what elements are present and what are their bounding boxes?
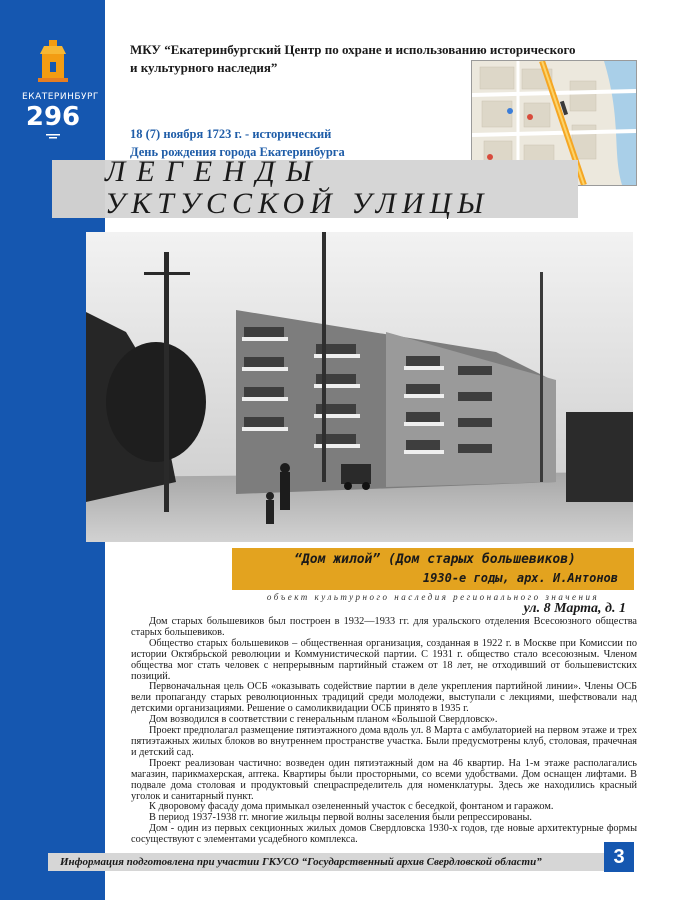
page-title-line-2: УКТУССКОЙ УЛИЦЫ bbox=[105, 187, 490, 220]
article-paragraph: К дворовому фасаду дома примыкал озелененный участок с беседкой, фонтаном и гаражом. bbox=[149, 801, 554, 813]
organization-line-2: и культурного наследия” bbox=[130, 60, 278, 75]
article-paragraph: Проект предполагал размещение пятиэтажного дома вдоль ул. 8 Марта с амбулаторией на первом этаже и трех пятиэтажных жилых блоков во внутреннем пространстве участка. Были предусмотрены клуб, столовая, прачечная и детский сад. bbox=[131, 725, 637, 758]
heritage-status: объект культурного наследия регионального значения bbox=[266, 592, 600, 602]
logo-underline-marks bbox=[46, 134, 60, 140]
organization-line-1: МКУ “Екатеринбургский Центр по охране и использованию исторического bbox=[130, 42, 576, 57]
photo-graphic bbox=[86, 232, 633, 542]
article-body bbox=[131, 617, 637, 846]
logo-city-name: ЕКАТЕРИНБУРГ bbox=[22, 92, 99, 102]
date-line-1: 18 (7) ноября 1723 г. - исторический bbox=[130, 127, 332, 141]
page-title-line-1: ЛЕГЕНДЫ bbox=[105, 155, 323, 188]
footer-credit: Информация подготовлена при участии ГКУСО “Государственный архив Свердловской области” bbox=[60, 856, 542, 868]
title-band-stub bbox=[52, 160, 105, 218]
article-paragraph: Проект реализован частично: возведен один пятиэтажный дом на 46 квартир. На 1-м этаже располагались магазин, парикмахерская, аптека. Квартиры были просторными, со всеми удобствами. Дом оснащен лифтами. В подвале дома столовая и продуктовый спецраспределитель для номенклатуры. Здесь же находились красный уголок и санитарный пункт. bbox=[131, 757, 637, 802]
article-paragraph: Первоначальная цель ОСБ «оказывать содействие партии в деле укрепления партийной линии». Члены ОСБ вели пропаганду старых революционных традиций среди молодежи, выступали с лекциями, шефствовали над детскими организациями. Решение о самоликвидации ОСБ принято в 1935 г. bbox=[131, 681, 637, 715]
article-paragraph: Дом - один из первых секционных жилых домов Свердловска 1930-х годов, где новые архитектурные формы сосуществуют с элементами усадебного комплекса. bbox=[131, 823, 637, 846]
date-line-2: День рождения города Екатеринбурга bbox=[130, 145, 345, 159]
article-paragraph: Дом старых большевиков был построен в 1932—1933 гг. для уральского отделения Всесоюзного общества старых большевиков. bbox=[131, 616, 637, 638]
building-address: ул. 8 Марта, д. 1 bbox=[523, 601, 626, 616]
building-date-architect: 1930-е годы, арх. И.Антонов bbox=[422, 571, 618, 585]
page-number: 3 bbox=[604, 842, 634, 872]
building-name: “Дом жилой” (Дом старых большевиков) bbox=[294, 552, 576, 567]
article-paragraph: В период 1937-1938 гг. многие жильцы первой волны заселения были репрессированы. bbox=[149, 812, 532, 824]
article-paragraph: Общество старых большевиков – общественная организация, созданная в 1922 г. в Москве при Комиссии по истории Октябрьской революции и Коммунистической партии. С 1931 г. общество стало всесоюзным. Членом общества мог стать человек с непрерывным партийный стажем от 18 лет, не отходивший от большевистских позиций. bbox=[131, 637, 637, 682]
logo-anniversary-number: 296 bbox=[25, 102, 81, 132]
archival-street-photo bbox=[86, 232, 633, 542]
tower-icon bbox=[36, 40, 70, 82]
article-paragraph: Дом возводился в соответствии с генеральным планом «Большой Свердловск». bbox=[149, 714, 498, 726]
